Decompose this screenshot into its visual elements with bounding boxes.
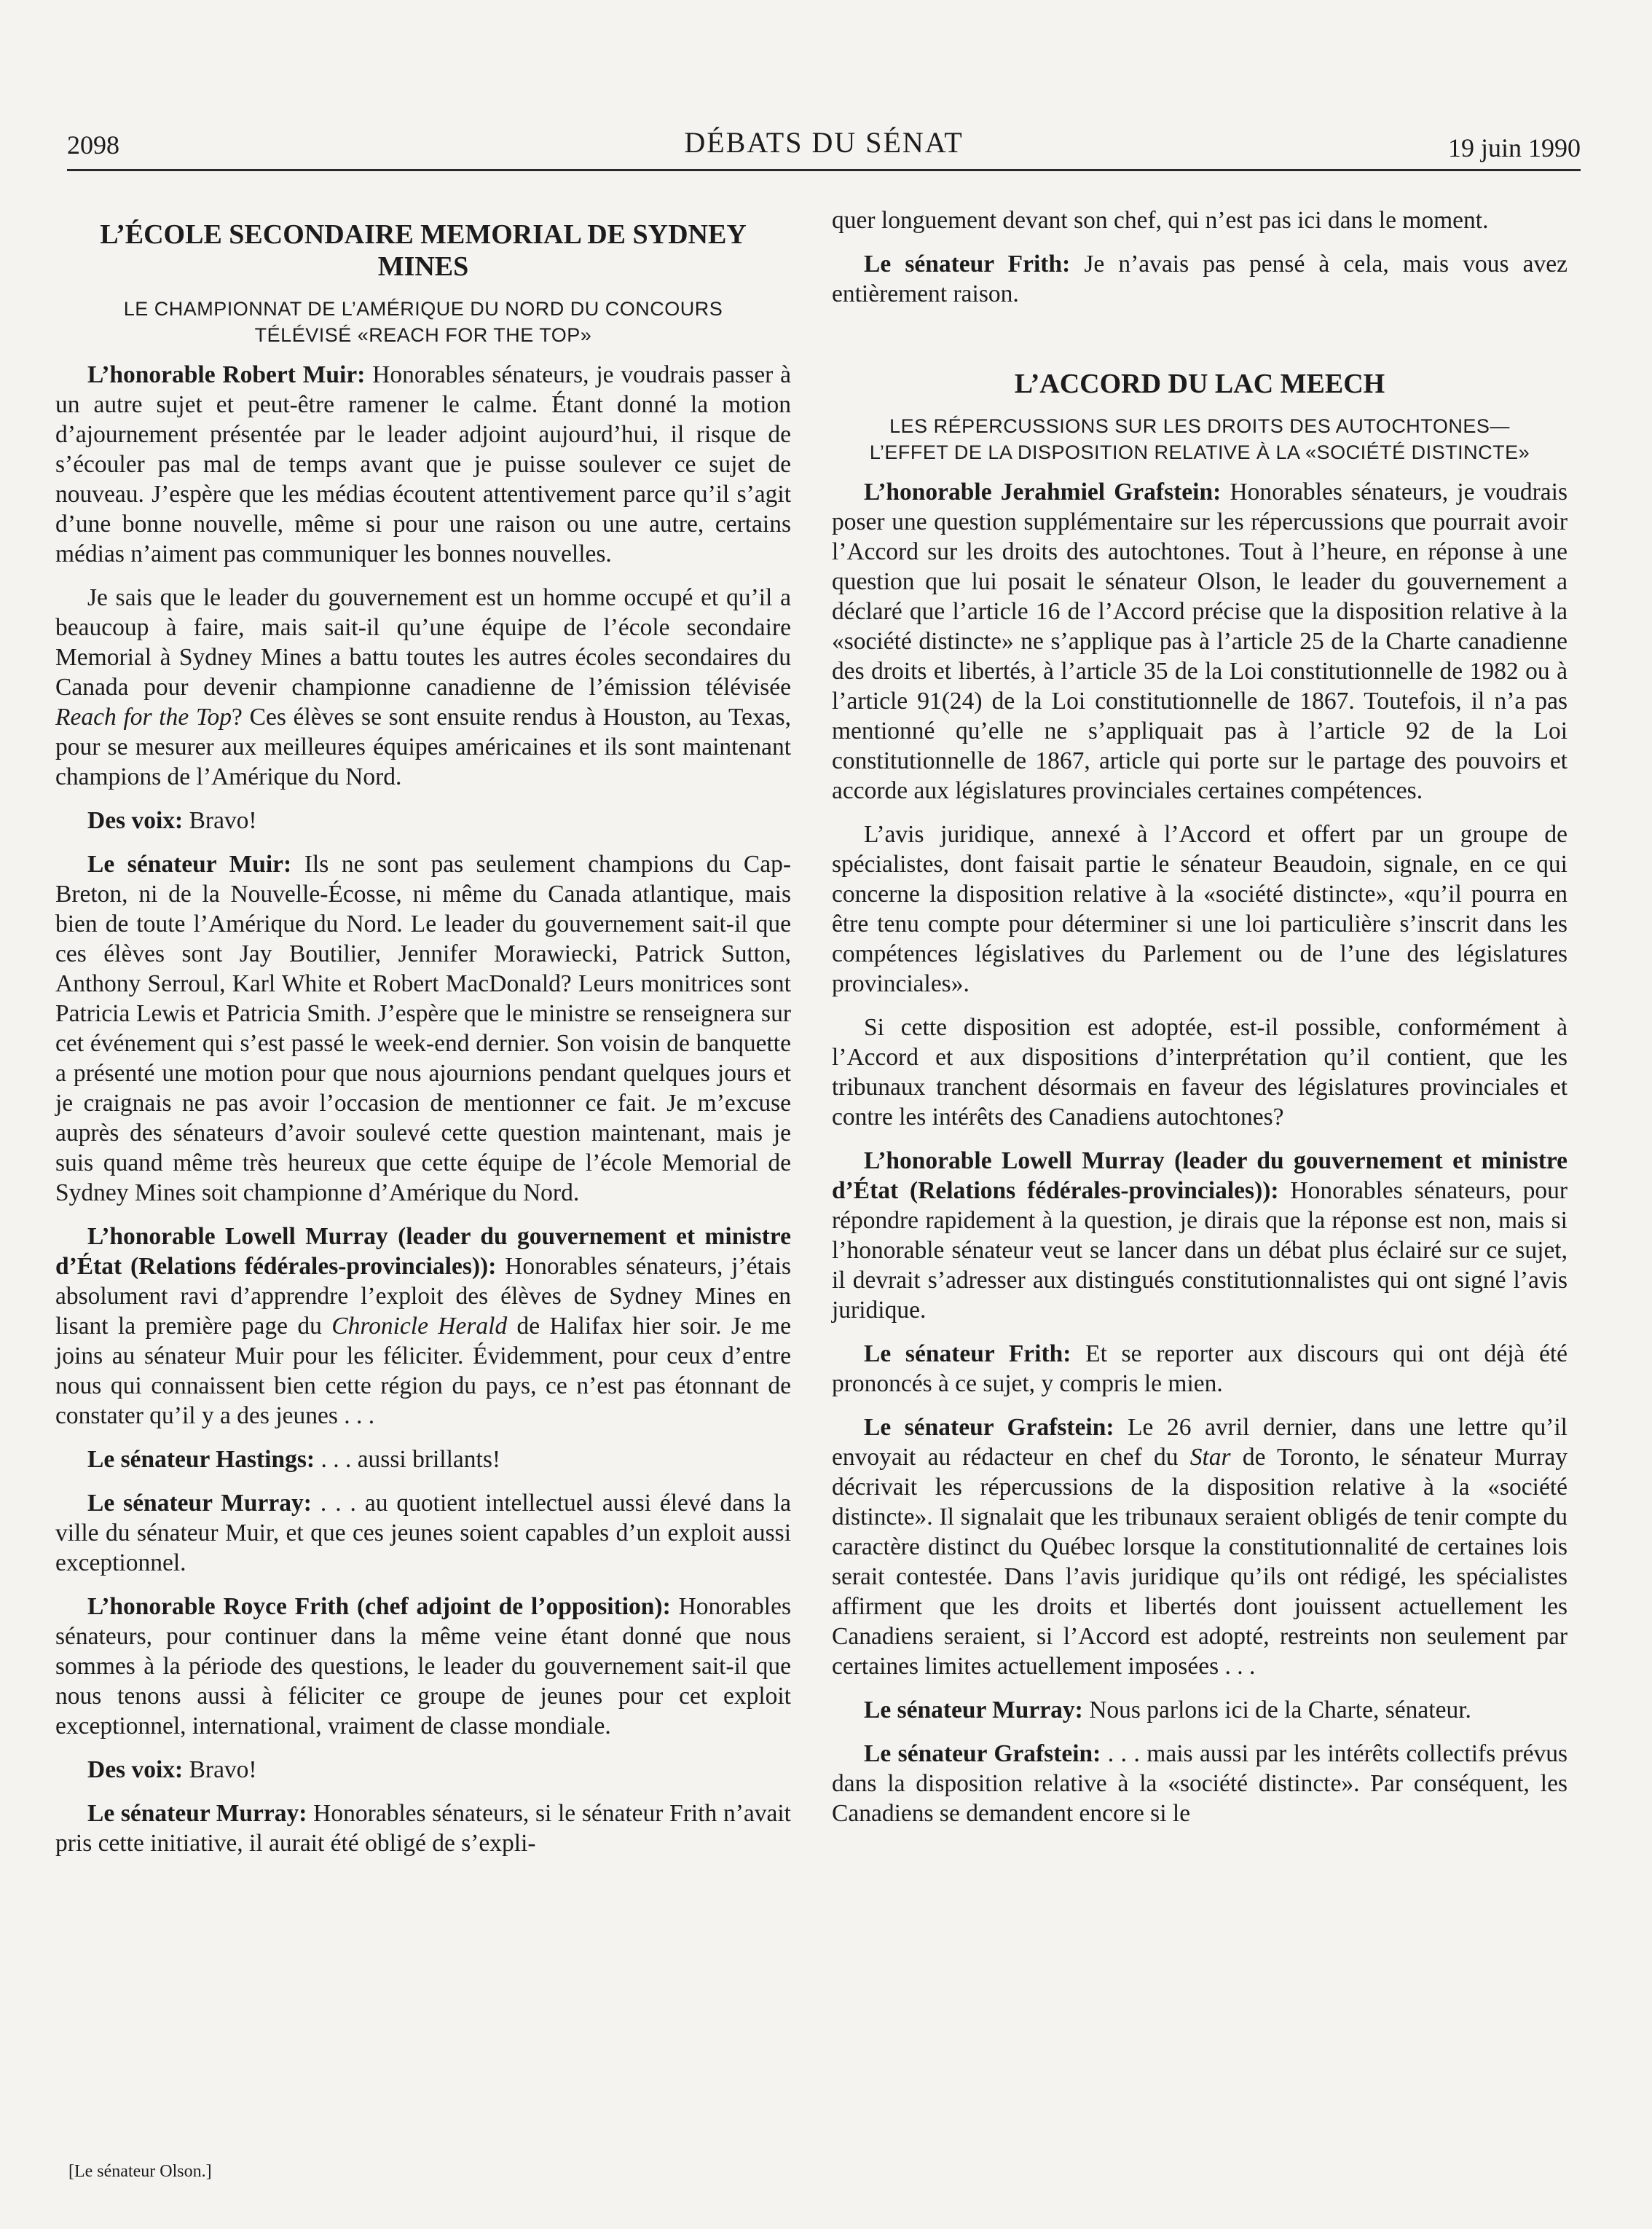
speaker: L’honorable Jerahmiel Grafstein: [864,479,1222,506]
speech-text: Bravo! [183,807,257,834]
paragraph [55,1798,791,1858]
section-subheading: LES RÉPERCUSSIONS SUR LES DROITS DES AUTOCHTONES— L’EFFET DE LA DISPOSITION RELATIVE À LA «SOCIÉTÉ DISTINCTE» [869,415,1530,463]
page-number: 2098 [67,130,119,160]
speaker: Le sénateur Murray: [87,1490,312,1517]
speech-text: . . . au quotient intellectuel aussi élevé dans la ville du sénateur Muir, et que ces jeunes soient capables d’un exploit aussi exceptionnel. [55,1490,791,1576]
section-heading: L’ACCORD DU LAC MEECH [1014,369,1385,399]
paragraph [832,1146,1568,1325]
paragraph [55,360,791,569]
speaker: L’honorable Lowell Murray (leader du gouvernement et ministre d’État (Relations fédérales-provinciales)): [832,1147,1568,1204]
paragraph [832,1739,1568,1828]
paragraph [55,1592,791,1741]
speech-text: . . . aussi brillants! [315,1446,501,1473]
paragraph [832,477,1568,806]
speaker: Le sénateur Grafstein: [864,1414,1114,1441]
paragraph [832,249,1568,309]
paragraph [55,1222,791,1431]
section-heading: L’ÉCOLE SECONDAIRE MEMORIAL DE SYDNEY MINES [100,219,747,282]
paragraph [55,849,791,1208]
speaker: Le sénateur Frith: [864,1340,1071,1367]
speech-text: Nous parlons ici de la Charte, sénateur. [1082,1697,1471,1723]
right-column [832,205,1568,1842]
speaker: Le sénateur Muir: [87,851,292,878]
paragraph: quer longuement devant son chef, qui n’est pas ici dans le moment. [832,207,1489,234]
left-column [55,205,791,1872]
speech-text: ? Ces élèves se sont ensuite rendus à Houston, au Texas, pour se mesurer aux meilleures équipes américaines et ils sont maintenant champions de l’Amérique du Nord. [55,704,791,790]
speech-text: Honorables sénateurs, si le sénateur Frith n’avait pris cette initiative, il aurait été obligé de s’expli- [55,1800,791,1857]
speech-text: Bravo! [183,1756,257,1783]
paragraph [55,1488,791,1578]
speech-text: Honorables sénateurs, pour répondre rapidement à la question, je dirais que la réponse est non, mais si l’honorable sénateur veut se lancer dans un débat plus éclairé sur ce sujet, il devrait s’adresser aux distingués constitutionnalistes qui ont signé l’avis juridique. [832,1177,1568,1324]
speech-text: Honorables sénateurs, j’étais absolument ravi d’apprendre l’exploit des élèves de Sydney Mines en lisant la première page du [55,1253,791,1340]
paragraph [832,1339,1568,1399]
speech-text: Honorables sénateurs, pour continuer dans la même veine étant donné que nous sommes à la période des questions, le leader du gouvernement sait-il que nous tenons aussi à féliciter ce groupe de jeunes pour cet exploit exceptionnel, international, vraiment de classe mondiale. [55,1593,791,1739]
speech-text: . . . mais aussi par les intérêts collectifs prévus dans la disposition relative à la «société distincte». Par conséquent, les Canadiens se demandent encore si le [832,1740,1568,1827]
footnote: [Le sénateur Olson.] [68,2162,212,2181]
speech-text: Je n’avais pas pensé à cela, mais vous avez entièrement raison. [832,251,1568,307]
section-subheading: LE CHAMPIONNAT DE L’AMÉRIQUE DU NORD DU CONCOURS TÉLÉVISÉ «REACH FOR THE TOP» [123,298,723,346]
page-header [67,125,1581,171]
paragraph [55,1444,791,1474]
speech-text: Je sais que le leader du gouvernement est un homme occupé et qu’il a beaucoup à faire, mais sait-il qu’une équipe de l’école secondaire Memorial à Sydney Mines a battu toutes les autres écoles secondaires du Canada pour devenir championne canadienne de l’émission télévisée [55,584,791,701]
speaker: L’honorable Lowell Murray (leader du gouvernement et ministre d’État (Relations fédérales-provinciales)): [55,1223,791,1280]
publication-title: DÉBATS DU SÉNAT [684,126,964,159]
newspaper-title: Chronicle Herald [331,1313,508,1340]
speech-text: de Halifax hier soir. Je me joins au sénateur Muir pour les féliciter. Évidemment, pour ceux d’entre nous qui connaissent bien cette région du pays, ce n’est pas étonnant de constater qu’il y a des jeunes . . . [55,1313,791,1429]
speaker: Des voix: [87,807,184,834]
issue-date: 19 juin 1990 [1447,133,1581,162]
speech-text: Ils ne sont pas seulement champions du Cap-Breton, ni de la Nouvelle-Écosse, ni même du Canada atlantique, mais bien de toute l’Amérique du Nord. Le leader du gouvernement sait-il que ces élèves sont Jay Boutilier, Jennifer Morawiecki, Patrick Sutton, Anthony Serroul, Karl White et Robert MacDonald? Leurs monitrices sont Patricia Lewis et Patricia Smith. J’espère que le ministre se renseignera sur cet événement qui s’est passé le week-end dernier. Son voisin de banquette a présenté une motion pour que nous ajournions pendant quelques jours et je craignais ne pas avoir l’occasion de mentionner ce fait. Je m’excuse auprès des sénateurs d’avoir soulevé cette question maintenant, mais je suis quand même très heureux que cette équipe de l’école Memorial de Sydney Mines soit championne d’Amérique du Nord. [55,851,791,1206]
speaker: Le sénateur Frith: [864,251,1071,278]
spacer [832,323,1568,355]
speaker: Le sénateur Murray: [87,1800,307,1827]
speaker: L’honorable Royce Frith (chef adjoint de l’opposition): [87,1593,671,1620]
paragraph [832,1695,1568,1725]
speaker: Le sénateur Hastings: [87,1446,315,1473]
speaker: Le sénateur Grafstein: [864,1740,1101,1767]
newspaper-title: Star [1189,1444,1231,1471]
paragraph [832,1412,1568,1681]
speaker: Des voix: [87,1756,184,1783]
paragraph [55,806,791,836]
speech-text: de Toronto, le sénateur Murray décrivait les répercussions de la disposition relative à la «société distincte». Il signalait que les tribunaux seraient obligés de tenir compte du caractère distinct du Québec lorsque la constitutionnalité de certaines lois serait contestée. Dans l’avis juridique qu’ils ont rédigé, les spécialistes affirment que les droits et libertés dont jouissent actuellement les Canadiens seraient, si l’Accord est adopté, restreints non seulement par certaines limites actuellement imposées . . . [832,1444,1568,1680]
speech-text: Honorables sénateurs, je voudrais poser une question supplémentaire sur les répercussions que pourrait avoir l’Accord sur les droits des autochtones. Tout à l’heure, en réponse à une question que lui posait le sénateur Olson, le leader du gouvernement a déclaré que l’article 16 de l’Accord précise que la disposition relative à la «société distincte» ne s’applique pas à l’article 25 de la Charte canadienne des droits et libertés, à l’article 35 de la Loi constitutionnelle de 1982 ou à l’article 91(24) de la Loi constitutionnelle de 1867. Toutefois, il n’a pas mentionné qu’elle ne s’appliquait pas à l’article 92 de la Loi constitutionnelle de 1867, article qui porte sur le partage des pouvoirs et accorde aux législatures provinciales certaines compétences. [832,479,1568,804]
show-title: Reach for the Top [55,704,232,731]
speaker: Le sénateur Murray: [864,1697,1083,1723]
paragraph: L’avis juridique, annexé à l’Accord et offert par un groupe de spécialistes, dont faisait partie le sénateur Beaudoin, signale, en ce qui concerne la disposition relative à la «société distincte», «qu’il pourra en être tenu compte pour déterminer si une loi particulière s’inscrit dans les compétences législatives du Parlement ou de l’une des législatures provinciales». [832,821,1568,997]
speech-text: Le 26 avril dernier, dans une lettre qu’il envoyait au rédacteur en chef du [832,1414,1568,1471]
paragraph [55,583,791,792]
paragraph [55,1755,791,1785]
paragraph: Si cette disposition est adoptée, est-il possible, conformément à l’Accord et aux dispositions d’interprétation qu’il contient, que les tribunaux tranchent désormais en faveur des législatures provinciales et contre les intérêts des Canadiens autochtones? [832,1014,1568,1131]
speech-text: Et se reporter aux discours qui ont déjà été prononcés à ce sujet, y compris le mien. [832,1340,1568,1397]
speaker: L’honorable Robert Muir: [87,361,366,388]
speech-text: Honorables sénateurs, je voudrais passer à un autre sujet et peut-être ramener le calme. Étant donné la motion d’ajournement présentée par le leader adjoint aujourd’hui, il risque de s’écouler pas mal de temps avant que je puisse soulever ce sujet de nouveau. J’espère que les médias écoutent attentivement parce qu’il s’agit d’une bonne nouvelle, même si pour une raison ou une autre, certains médias n’aiment pas communiquer les bonnes nouvelles. [55,361,791,567]
